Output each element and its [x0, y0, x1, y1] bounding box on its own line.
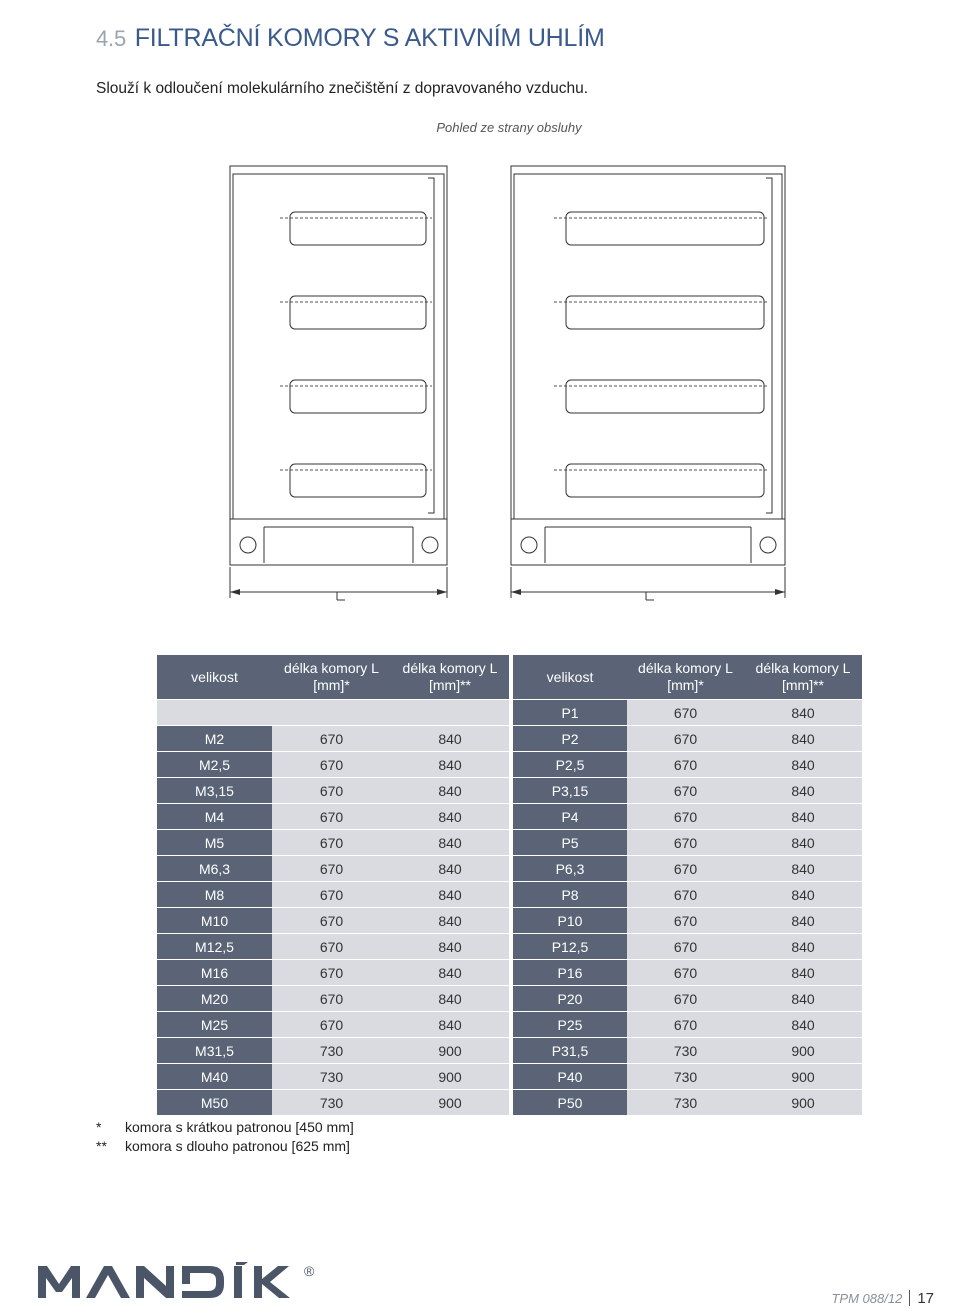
length-short-cell-m: 670: [272, 1012, 391, 1038]
length-short-cell-m: 730: [272, 1090, 391, 1116]
length-short-cell-m: 670: [272, 934, 391, 960]
intro-text: Slouží k odloučení molekulárního znečištění z dopravovaného vzduchu.: [96, 80, 588, 97]
table-row: [157, 986, 862, 1012]
size-cell-m: M2: [157, 726, 272, 752]
table-row: [157, 830, 862, 856]
length-long-cell-m: 900: [391, 1038, 509, 1064]
size-cell-p: P5: [513, 830, 627, 856]
header-length-long-m: délka komory L [mm]**: [391, 655, 509, 700]
length-long-cell-m: 840: [391, 934, 509, 960]
technical-drawing: [0, 0, 960, 610]
length-long-cell-p: 840: [744, 908, 862, 934]
length-short-cell-p: 670: [627, 882, 744, 908]
length-long-cell-p: 840: [744, 960, 862, 986]
length-short-cell-m: 670: [272, 856, 391, 882]
length-long-cell-p: 840: [744, 986, 862, 1012]
footnote-long: ** komora s dlouho patronou [625 mm]: [96, 1138, 350, 1154]
table-row: [157, 752, 862, 778]
length-short-cell-m: 670: [272, 804, 391, 830]
length-long-cell-p: 840: [744, 882, 862, 908]
size-cell-m: M40: [157, 1064, 272, 1090]
length-long-cell-m: 840: [391, 752, 509, 778]
size-cell-m: [157, 700, 272, 726]
length-short-cell-m: 670: [272, 830, 391, 856]
size-cell-p: P6,3: [513, 856, 627, 882]
table-row: [157, 778, 862, 804]
size-cell-m: M3,15: [157, 778, 272, 804]
length-short-cell-p: 730: [627, 1038, 744, 1064]
size-cell-m: M16: [157, 960, 272, 986]
drawing-caption: Pohled ze strany obsluhy: [436, 120, 582, 135]
length-long-cell-p: 840: [744, 1012, 862, 1038]
size-cell-m: M8: [157, 882, 272, 908]
length-short-cell-m: 730: [272, 1064, 391, 1090]
dimensions-table: [157, 655, 862, 1116]
length-short-cell-m: 670: [272, 752, 391, 778]
size-cell-p: P50: [513, 1090, 627, 1116]
length-long-cell-m: 840: [391, 960, 509, 986]
size-cell-p: P31,5: [513, 1038, 627, 1064]
size-cell-m: M5: [157, 830, 272, 856]
footer-divider: [909, 1290, 910, 1306]
size-cell-p: P40: [513, 1064, 627, 1090]
length-long-cell-p: 840: [744, 804, 862, 830]
footnotes: [96, 1118, 354, 1156]
size-cell-p: P3,15: [513, 778, 627, 804]
table-header-row: [157, 655, 862, 700]
length-short-cell-p: 670: [627, 700, 744, 726]
length-long-cell-m: 840: [391, 1012, 509, 1038]
length-short-cell-p: 670: [627, 778, 744, 804]
length-long-cell-p: 840: [744, 830, 862, 856]
page-footer: [831, 1290, 934, 1307]
size-cell-p: P2: [513, 726, 627, 752]
table-row: [157, 1064, 862, 1090]
header-size-m: velikost: [157, 655, 272, 700]
length-short-cell-m: 670: [272, 778, 391, 804]
table-row: [157, 726, 862, 752]
header-length-long-p: délka komory L [mm]**: [744, 655, 862, 700]
dimension-label-l: L: [647, 598, 648, 599]
page-number: 17: [917, 1290, 934, 1307]
length-long-cell-m: [391, 700, 509, 726]
table-row: [157, 700, 862, 726]
table-row: [157, 1038, 862, 1064]
length-long-cell-p: 840: [744, 778, 862, 804]
length-short-cell-p: 670: [627, 960, 744, 986]
size-cell-m: M6,3: [157, 856, 272, 882]
size-cell-p: P8: [513, 882, 627, 908]
length-long-cell-m: 900: [391, 1090, 509, 1116]
table-row: [157, 804, 862, 830]
size-cell-p: P1: [513, 700, 627, 726]
length-long-cell-p: 840: [744, 934, 862, 960]
length-long-cell-m: 840: [391, 726, 509, 752]
length-short-cell-m: 670: [272, 986, 391, 1012]
size-cell-m: M31,5: [157, 1038, 272, 1064]
length-long-cell-m: 840: [391, 830, 509, 856]
size-cell-m: M4: [157, 804, 272, 830]
length-long-cell-m: 900: [391, 1064, 509, 1090]
header-size-p: velikost: [513, 655, 627, 700]
size-cell-m: M50: [157, 1090, 272, 1116]
section-number: 4.5: [96, 26, 126, 51]
size-cell-p: P2,5: [513, 752, 627, 778]
length-short-cell-m: 670: [272, 726, 391, 752]
section-title: FILTRAČNÍ KOMORY S AKTIVNÍM UHLÍM: [134, 24, 605, 52]
header-length-short-p: délka komory L [mm]*: [627, 655, 744, 700]
length-long-cell-p: 900: [744, 1090, 862, 1116]
registered-mark: ®: [304, 1263, 315, 1279]
table-row: [157, 882, 862, 908]
length-long-cell-p: 900: [744, 1064, 862, 1090]
length-short-cell-p: 670: [627, 752, 744, 778]
length-long-cell-m: 840: [391, 882, 509, 908]
size-cell-p: P20: [513, 986, 627, 1012]
size-cell-p: P10: [513, 908, 627, 934]
size-cell-m: M2,5: [157, 752, 272, 778]
size-cell-m: M10: [157, 908, 272, 934]
length-long-cell-m: 840: [391, 778, 509, 804]
length-long-cell-m: 840: [391, 908, 509, 934]
length-short-cell-p: 670: [627, 726, 744, 752]
length-short-cell-p: 670: [627, 986, 744, 1012]
footnote-short: * komora s krátkou patronou [450 mm]: [96, 1119, 354, 1135]
length-short-cell-p: 670: [627, 804, 744, 830]
size-cell-p: P4: [513, 804, 627, 830]
table-row: [157, 960, 862, 986]
length-short-cell-p: 670: [627, 856, 744, 882]
length-long-cell-p: 840: [744, 856, 862, 882]
length-short-cell-p: 730: [627, 1090, 744, 1116]
length-long-cell-m: 840: [391, 804, 509, 830]
length-short-cell-p: 670: [627, 934, 744, 960]
table-row: [157, 1012, 862, 1038]
length-short-cell-m: 670: [272, 960, 391, 986]
length-short-cell-m: [272, 700, 391, 726]
mandik-logo: [38, 1262, 328, 1300]
length-short-cell-p: 730: [627, 1064, 744, 1090]
length-long-cell-p: 900: [744, 1038, 862, 1064]
size-cell-p: P25: [513, 1012, 627, 1038]
length-short-cell-p: 670: [627, 830, 744, 856]
size-cell-p: P16: [513, 960, 627, 986]
size-cell-m: M25: [157, 1012, 272, 1038]
table-row: [157, 1090, 862, 1116]
document-code: TPM 088/12: [831, 1291, 903, 1306]
length-long-cell-m: 840: [391, 986, 509, 1012]
table-row: [157, 856, 862, 882]
length-long-cell-p: 840: [744, 700, 862, 726]
length-long-cell-p: 840: [744, 726, 862, 752]
length-short-cell-p: 670: [627, 908, 744, 934]
table-row: [157, 934, 862, 960]
length-short-cell-m: 670: [272, 908, 391, 934]
size-cell-m: M20: [157, 986, 272, 1012]
length-long-cell-p: 840: [744, 752, 862, 778]
length-long-cell-m: 840: [391, 856, 509, 882]
header-length-short-m: délka komory L [mm]*: [272, 655, 391, 700]
length-short-cell-m: 730: [272, 1038, 391, 1064]
size-cell-p: P12,5: [513, 934, 627, 960]
size-cell-m: M12,5: [157, 934, 272, 960]
table-row: [157, 908, 862, 934]
length-short-cell-m: 670: [272, 882, 391, 908]
dimension-label-l: L: [338, 598, 339, 599]
length-short-cell-p: 670: [627, 1012, 744, 1038]
